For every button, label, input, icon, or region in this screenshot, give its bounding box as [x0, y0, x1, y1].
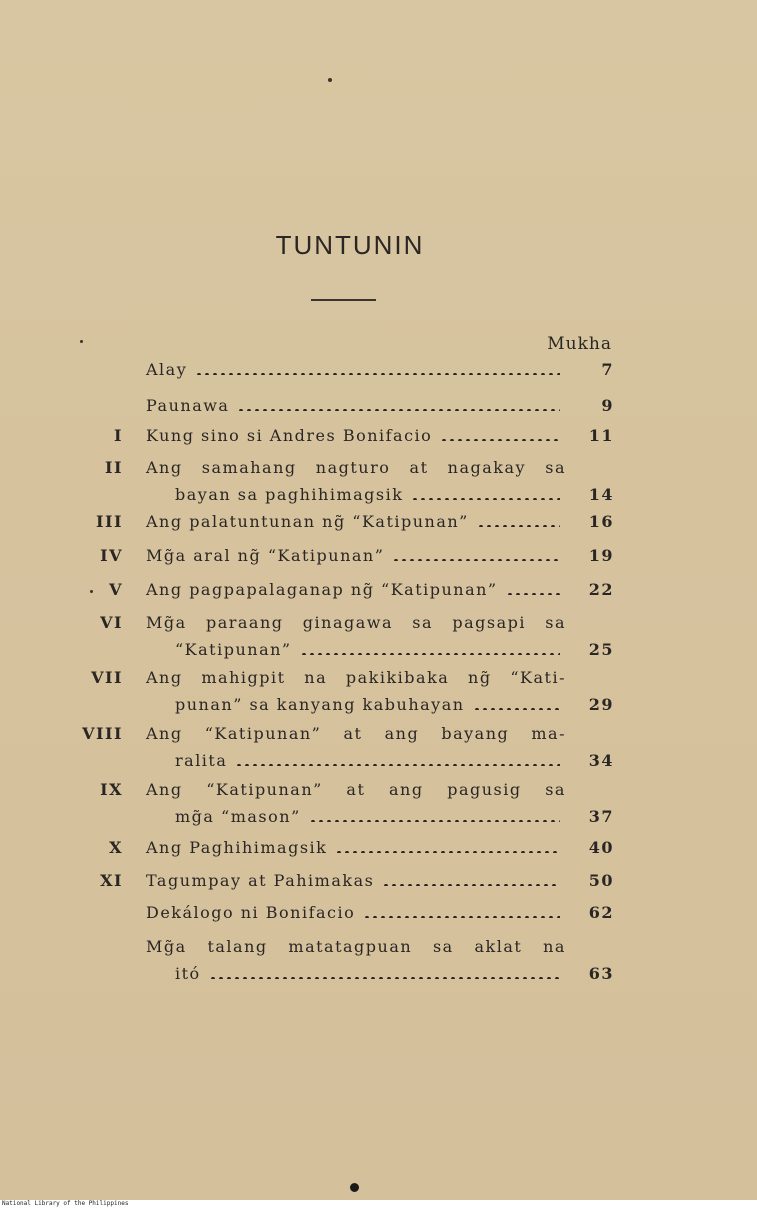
- dot-leader: [209, 977, 560, 979]
- chapter-number: VI: [100, 613, 123, 632]
- dot-leader: [382, 884, 560, 886]
- entry-title-line: Ang “Katipunan” at ang bayang ma-: [146, 724, 566, 743]
- paper-speck: [90, 590, 93, 593]
- page-number: 16: [588, 512, 614, 531]
- page-number: 37: [588, 807, 614, 826]
- page-number: 29: [588, 695, 614, 714]
- entry-title-line: Mg̃a aral ng̃ “Katipunan”: [146, 546, 385, 565]
- entry-title-line: Paunawa: [146, 396, 230, 415]
- chapter-number: X: [109, 838, 123, 857]
- page-number: 22: [588, 580, 614, 599]
- dot-leader: [440, 439, 560, 441]
- entry-title-line: Tagumpay at Pahimakas: [146, 871, 375, 890]
- page-number: 7: [601, 360, 614, 379]
- entry-title-line: itó: [175, 964, 201, 983]
- page-end-mark: [350, 1183, 359, 1192]
- chapter-number: IX: [100, 780, 123, 799]
- dot-leader: [309, 820, 560, 822]
- chapter-number: III: [96, 512, 123, 531]
- page-number: 25: [588, 640, 614, 659]
- dot-leader: [335, 851, 560, 853]
- title-rule: [311, 299, 376, 301]
- paper-speck: [80, 340, 83, 343]
- entry-title-line: punan” sa kanyang kabuhayan: [175, 695, 465, 714]
- entry-title-line: Mg̃a paraang ginagawa sa pagsapi sa: [146, 613, 566, 632]
- entry-title-line: ralita: [175, 751, 228, 770]
- entry-title-line: Mg̃a talang matatagpuan sa aklat na: [146, 937, 566, 956]
- page-number: 14: [588, 485, 614, 504]
- dot-leader: [363, 916, 560, 918]
- page-number: 19: [588, 546, 614, 565]
- dot-leader: [235, 764, 560, 766]
- entry-title-line: bayan sa paghihimagsik: [175, 485, 404, 504]
- chapter-number: I: [114, 426, 123, 445]
- page-number: 11: [588, 426, 614, 445]
- entry-title-line: mg̃a “mason”: [175, 807, 301, 826]
- page-number: 62: [588, 903, 614, 922]
- page-number: 34: [588, 751, 614, 770]
- dot-leader: [506, 593, 560, 595]
- chapter-number: IV: [100, 546, 123, 565]
- page-number: 63: [588, 964, 614, 983]
- page-number: 9: [601, 396, 614, 415]
- dot-leader: [237, 409, 560, 411]
- entry-title-line: “Katipunan”: [175, 640, 292, 659]
- chapter-number: VIII: [82, 724, 123, 743]
- page-column-label: Mukha: [547, 334, 612, 354]
- chapter-number: II: [105, 458, 123, 477]
- chapter-number: XI: [100, 871, 123, 890]
- entry-title-line: Dekálogo ni Bonifacio: [146, 903, 356, 922]
- page-number: 50: [588, 871, 614, 890]
- paper-speck: [328, 78, 332, 82]
- entry-title-line: Ang samahang nagturo at nagakay sa: [146, 458, 566, 477]
- entry-title-line: Ang pagpapalaganap ng̃ “Katipunan”: [146, 580, 498, 599]
- entry-title-line: Ang palatuntunan ng̃ “Katipunan”: [146, 512, 469, 531]
- entry-title-line: Ang Paghihimagsik: [146, 838, 328, 857]
- page-number: 40: [588, 838, 614, 857]
- dot-leader: [477, 525, 560, 527]
- entry-title-line: Alay: [146, 360, 188, 379]
- chapter-number: V: [109, 580, 123, 599]
- entry-title-line: Ang “Katipunan” at ang pagusig sa: [146, 780, 566, 799]
- dot-leader: [473, 708, 560, 710]
- page-title: TUNTUNIN: [275, 230, 425, 260]
- dot-leader: [411, 498, 560, 500]
- dot-leader: [195, 373, 560, 375]
- library-credit: National Library of the Philippines: [0, 1200, 757, 1208]
- chapter-number: VII: [91, 668, 123, 687]
- dot-leader: [300, 653, 560, 655]
- entry-title-line: Ang mahigpit na pakikibaka ng̃ “Kati-: [146, 668, 566, 687]
- dot-leader: [392, 559, 560, 561]
- entry-title-line: Kung sino si Andres Bonifacio: [146, 426, 433, 445]
